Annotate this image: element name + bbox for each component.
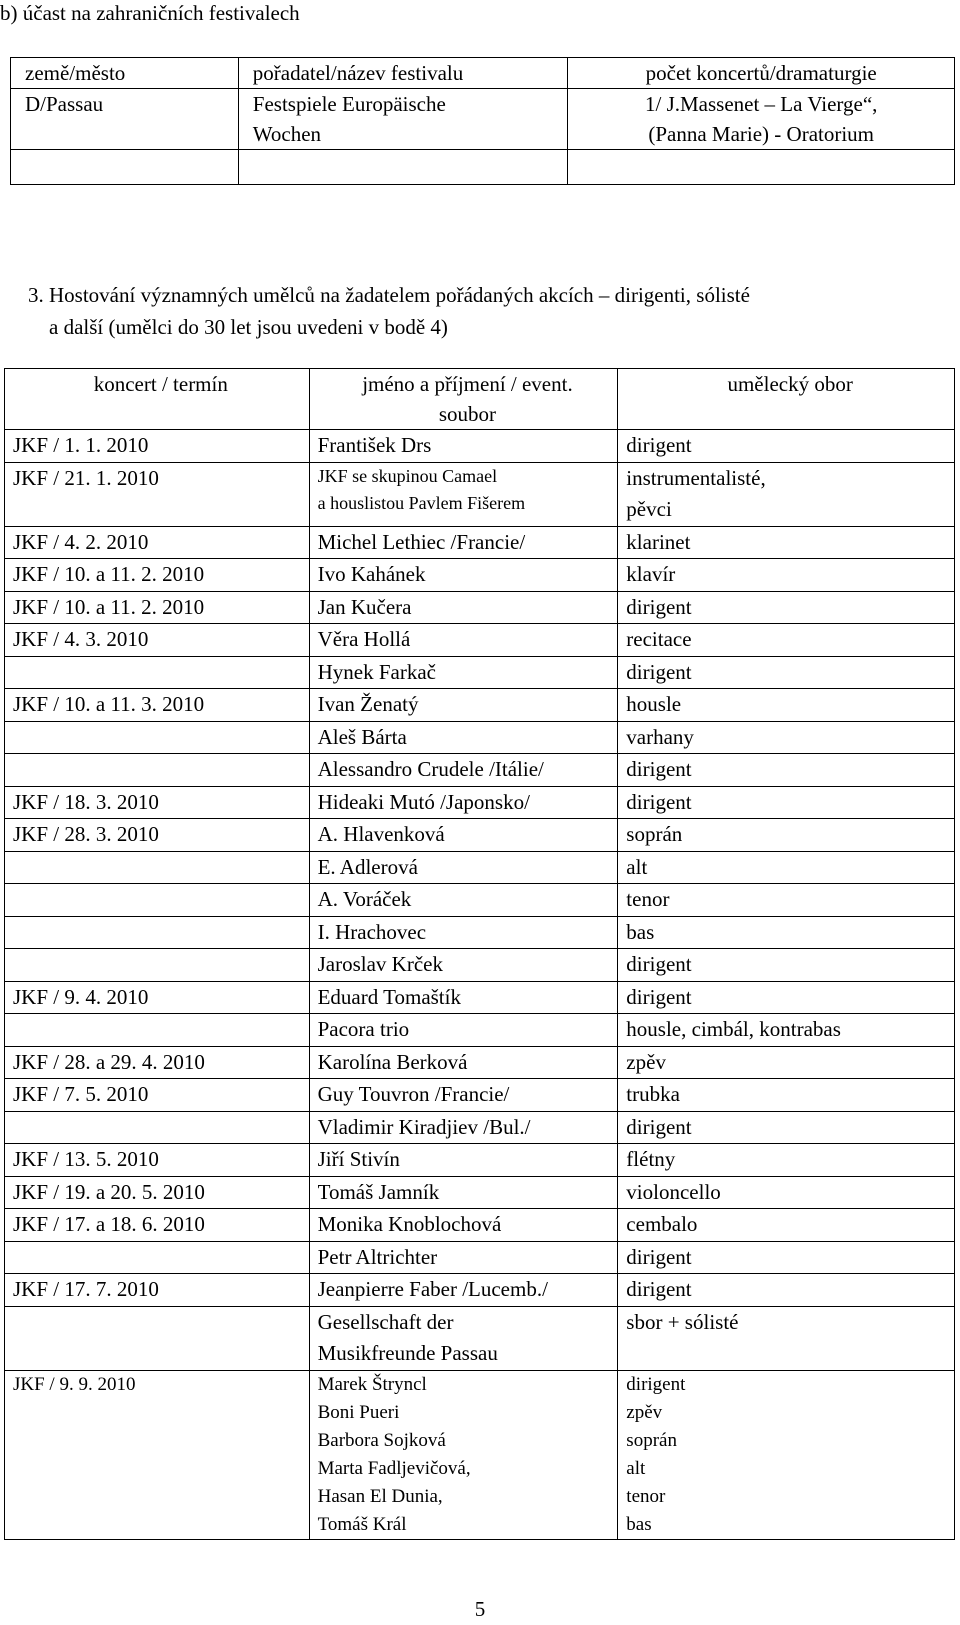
table-row <box>5 1111 955 1144</box>
artist-name: Hideaki Mutó /Japonsko/ <box>309 786 618 819</box>
table-row <box>5 1370 955 1539</box>
artist-name: Karolína Berková <box>309 1046 618 1079</box>
artist-name: Věra Hollá <box>309 624 618 657</box>
art-field: dirigent <box>618 981 955 1014</box>
concert-date <box>5 851 310 884</box>
table-header-row <box>11 58 955 89</box>
festival-table <box>10 57 955 185</box>
artist-name: Ivo Kahánek <box>309 559 618 592</box>
table-row <box>5 851 955 884</box>
artist-name: Eduard Tomaštík <box>309 981 618 1014</box>
section-3-line: 3. Hostování významných umělců na žadatelem pořádaných akcích – dirigenti, sólisté <box>28 283 750 307</box>
concert-date: JKF / 7. 5. 2010 <box>5 1079 310 1112</box>
concert-date <box>5 1014 310 1047</box>
artist-name: Petr Altrichter <box>309 1241 618 1274</box>
concert-date <box>5 884 310 917</box>
art-field-line: soprán <box>626 1429 677 1451</box>
art-field-line: pěvci <box>626 497 672 521</box>
artist-name: Pacora trio <box>309 1014 618 1047</box>
table-row <box>5 462 955 526</box>
concert-date: JKF / 19. a 20. 5. 2010 <box>5 1176 310 1209</box>
concert-date: JKF / 10. a 11. 2. 2010 <box>5 591 310 624</box>
artist-name-line: Marek Štryncl <box>317 1373 427 1395</box>
artist-name: E. Adlerová <box>309 851 618 884</box>
artist-name: Jaroslav Krček <box>309 949 618 982</box>
section-3-heading <box>28 279 948 343</box>
artist-name: A. Hlavenková <box>309 819 618 852</box>
concert-date: JKF / 13. 5. 2010 <box>5 1144 310 1177</box>
art-field: trubka <box>618 1079 955 1112</box>
artist-name: Michel Lethiec /Francie/ <box>309 526 618 559</box>
table-row <box>5 1209 955 1242</box>
table-row <box>5 430 955 463</box>
concert-date: JKF / 21. 1. 2010 <box>5 462 310 526</box>
empty-cell <box>238 150 568 185</box>
artist-name-line: Tomáš Král <box>317 1513 407 1535</box>
concert-date: JKF / 9. 9. 2010 <box>5 1370 310 1539</box>
artist-name: Jiří Stivín <box>309 1144 618 1177</box>
concert-date: JKF / 17. 7. 2010 <box>5 1274 310 1307</box>
table-row <box>5 559 955 592</box>
art-field: klavír <box>618 559 955 592</box>
festival-city: D/Passau <box>11 89 239 150</box>
header-art-field: umělecký obor <box>618 369 955 430</box>
art-field: dirigent <box>618 754 955 787</box>
table-row <box>5 1306 955 1370</box>
art-field: housle, cimbál, kontrabas <box>618 1014 955 1047</box>
concert-date: JKF / 18. 3. 2010 <box>5 786 310 819</box>
concert-date <box>5 656 310 689</box>
artist-name: Vladimir Kiradjiev /Bul./ <box>309 1111 618 1144</box>
concert-date: JKF / 1. 1. 2010 <box>5 430 310 463</box>
artist-name-line: Marta Fadljevičová, <box>317 1457 471 1479</box>
table-row <box>5 819 955 852</box>
art-field: recitace <box>618 624 955 657</box>
table-row <box>5 721 955 754</box>
festival-organizer <box>238 89 568 150</box>
art-field: dirigent <box>618 949 955 982</box>
concert-date <box>5 754 310 787</box>
table-row <box>5 624 955 657</box>
concert-date: JKF / 9. 4. 2010 <box>5 981 310 1014</box>
table-row <box>5 1274 955 1307</box>
artist-name: A. Voráček <box>309 884 618 917</box>
art-field: violoncello <box>618 1176 955 1209</box>
art-field: klarinet <box>618 526 955 559</box>
table-row <box>5 916 955 949</box>
art-field: dirigent <box>618 1274 955 1307</box>
art-field: dirigent <box>618 1241 955 1274</box>
empty-cell <box>568 150 955 185</box>
art-field-line: tenor <box>626 1485 666 1507</box>
header-name <box>309 369 618 430</box>
concert-date <box>5 1241 310 1274</box>
table-row <box>5 1079 955 1112</box>
art-field: dirigent <box>618 591 955 624</box>
artist-name-line: Barbora Sojková <box>317 1429 446 1451</box>
art-field: alt <box>618 851 955 884</box>
header-concert-count: počet koncertů/dramaturgie <box>568 58 955 89</box>
artist-name: Ivan Ženatý <box>309 689 618 722</box>
artist-name: Monika Knoblochová <box>309 1209 618 1242</box>
artist-name <box>309 462 618 526</box>
artist-name-line: a houslistou Pavlem Fišerem <box>317 492 526 513</box>
header-country-city: země/město <box>11 58 239 89</box>
art-field: bas <box>618 916 955 949</box>
artist-name: Alessandro Crudele /Itálie/ <box>309 754 618 787</box>
art-field: sbor + sólisté <box>618 1306 955 1370</box>
concert-date: JKF / 10. a 11. 3. 2010 <box>5 689 310 722</box>
artist-name: Tomáš Jamník <box>309 1176 618 1209</box>
concert-date <box>5 721 310 754</box>
artist-name: František Drs <box>309 430 618 463</box>
concert-date <box>5 1111 310 1144</box>
concert-date: JKF / 17. a 18. 6. 2010 <box>5 1209 310 1242</box>
table-row <box>5 591 955 624</box>
table-row <box>5 1144 955 1177</box>
concert-date: JKF / 4. 3. 2010 <box>5 624 310 657</box>
concert-date: JKF / 4. 2. 2010 <box>5 526 310 559</box>
program-line: (Panna Marie) - Oratorium <box>648 122 875 146</box>
art-field: cembalo <box>618 1209 955 1242</box>
table-row <box>5 526 955 559</box>
header-name-line: soubor <box>438 402 497 426</box>
art-field: soprán <box>618 819 955 852</box>
empty-cell <box>11 150 239 185</box>
artist-name-line: JKF se skupinou Camael <box>317 465 498 486</box>
art-field-line: alt <box>626 1457 646 1479</box>
section-3-line: a další (umělci do 30 let jsou uvedeni v bodě 4) <box>49 315 448 339</box>
organizer-line: Festspiele Europäische <box>252 92 446 116</box>
table-row <box>5 1241 955 1274</box>
art-field-line: dirigent <box>626 1373 686 1395</box>
artist-name-line: Gesellschaft der <box>317 1309 454 1334</box>
table-row <box>5 1046 955 1079</box>
table-row <box>5 884 955 917</box>
art-field-line: zpěv <box>626 1401 663 1423</box>
artist-name-line: Hasan El Dunia, <box>317 1485 443 1507</box>
table-row <box>5 754 955 787</box>
table-row <box>5 656 955 689</box>
table-row <box>5 949 955 982</box>
concert-date: JKF / 10. a 11. 2. 2010 <box>5 559 310 592</box>
art-field: dirigent <box>618 430 955 463</box>
artist-name: I. Hrachovec <box>309 916 618 949</box>
artist-name: Aleš Bárta <box>309 721 618 754</box>
festival-program <box>568 89 955 150</box>
art-field: varhany <box>618 721 955 754</box>
art-field: dirigent <box>618 1111 955 1144</box>
art-field-line: instrumentalisté, <box>626 465 766 490</box>
art-field: housle <box>618 689 955 722</box>
artist-name: Guy Touvron /Francie/ <box>309 1079 618 1112</box>
artist-name: Hynek Farkač <box>309 656 618 689</box>
artist-name: Jan Kučera <box>309 591 618 624</box>
art-field: tenor <box>618 884 955 917</box>
concert-date <box>5 916 310 949</box>
table-row-empty <box>11 150 955 185</box>
artist-name-line: Musikfreunde Passau <box>317 1341 498 1365</box>
table-row <box>5 981 955 1014</box>
artist-name: Jeanpierre Faber /Lucemb./ <box>309 1274 618 1307</box>
header-organizer: pořadatel/název festivalu <box>238 58 568 89</box>
table-row <box>5 786 955 819</box>
art-field <box>618 462 955 526</box>
art-field: dirigent <box>618 786 955 819</box>
page-number: 5 <box>474 1597 486 1621</box>
artist-name <box>309 1306 618 1370</box>
program-line: 1/ J.Massenet – La Vierge“, <box>644 92 878 116</box>
section-b-heading: b) účast na zahraničních festivalech <box>0 1 300 25</box>
artist-name-line: Boni Pueri <box>317 1401 400 1423</box>
art-field-line: bas <box>626 1513 652 1535</box>
artists-table <box>4 368 955 1540</box>
concert-date: JKF / 28. a 29. 4. 2010 <box>5 1046 310 1079</box>
concert-date: JKF / 28. 3. 2010 <box>5 819 310 852</box>
art-field-list <box>618 1370 955 1539</box>
art-field: zpěv <box>618 1046 955 1079</box>
header-name-line: jméno a příjmení / event. <box>362 372 573 396</box>
art-field: dirigent <box>618 656 955 689</box>
organizer-line: Wochen <box>252 122 322 146</box>
artist-name-list <box>309 1370 618 1539</box>
header-concert-date: koncert / termín <box>5 369 310 430</box>
concert-date <box>5 949 310 982</box>
table-row <box>5 1176 955 1209</box>
table-row <box>11 89 955 150</box>
table-row <box>5 689 955 722</box>
table-row <box>5 1014 955 1047</box>
concert-date <box>5 1306 310 1370</box>
art-field: flétny <box>618 1144 955 1177</box>
table-header-row <box>5 369 955 430</box>
